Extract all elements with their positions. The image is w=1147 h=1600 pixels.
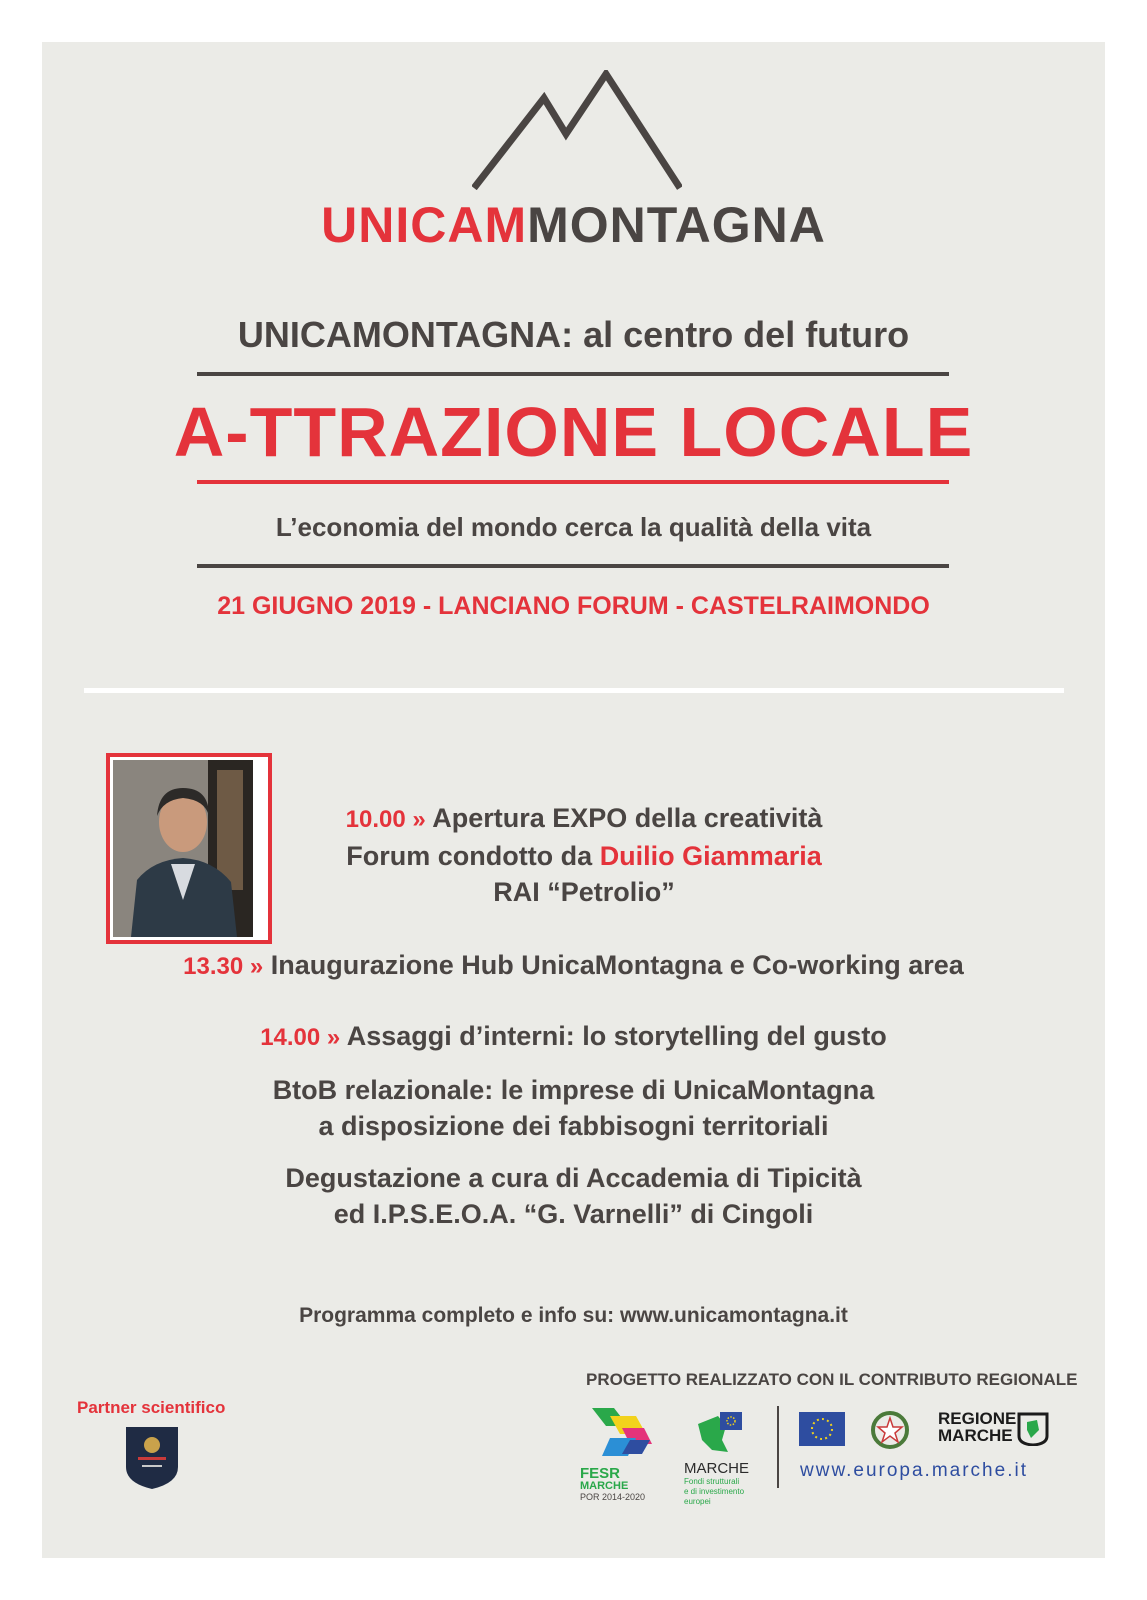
program-item-3 bbox=[42, 1018, 1105, 1056]
program-time-3: 14.00 » bbox=[260, 1024, 341, 1051]
btob-line-1: BtoB relazionale: le imprese di UnicaMontagna bbox=[272, 1075, 875, 1105]
italy-emblem-icon bbox=[870, 1410, 910, 1450]
regione-line-1: REGIONE bbox=[938, 1409, 1017, 1428]
unicam-shield-icon bbox=[124, 1425, 180, 1491]
subtitle: UNICAMONTAGNA: al centro del futuro bbox=[237, 314, 910, 355]
marche-sub-2: e di investimento europei bbox=[684, 1487, 745, 1506]
regione-marche-label bbox=[938, 1410, 1016, 1444]
divider-top bbox=[197, 372, 949, 376]
program-text-3: Assaggi d’interni: lo storytelling del gusto bbox=[340, 1021, 887, 1051]
degustazione-line-1: Degustazione a cura di Accademia di Tipicità bbox=[285, 1163, 862, 1193]
page-title: A-TTRAZIONE LOCALE bbox=[173, 393, 974, 471]
program-item-2 bbox=[42, 947, 1105, 985]
fesr-sub: MARCHE bbox=[580, 1480, 629, 1492]
program-moderator-show: RAI “Petrolio” bbox=[493, 877, 675, 907]
program-moderator-prefix: Forum condotto da bbox=[346, 841, 600, 871]
logo-part-gray-m: M bbox=[527, 197, 570, 253]
fesr-por: POR 2014-2020 bbox=[580, 1492, 646, 1502]
eu-flag-icon bbox=[799, 1412, 845, 1446]
program-degustazione bbox=[42, 1160, 1105, 1232]
marche-label: MARCHE bbox=[684, 1460, 750, 1477]
program-item-1 bbox=[42, 800, 1106, 910]
program-time-1: 10.00 » bbox=[345, 806, 426, 833]
btob-line-2: a disposizione dei fabbisogni territoriali bbox=[318, 1111, 829, 1141]
program-moderator-name: Duilio Giammaria bbox=[599, 841, 822, 871]
poster bbox=[42, 42, 1105, 1558]
contributo-label: PROGETTO REALIZZATO CON IL CONTRIBUTO REGIONALE bbox=[586, 1370, 1078, 1389]
logo-part-gray: ONTAGNA bbox=[569, 197, 826, 253]
marche-sub-1: Fondi strutturali bbox=[684, 1477, 740, 1486]
mountain-logo-icon bbox=[472, 70, 682, 190]
program-text-2: Inaugurazione Hub UnicaMontagna e Co-working area bbox=[263, 950, 964, 980]
europa-url: www.europa.marche.it bbox=[800, 1460, 1028, 1481]
fesr-logo bbox=[580, 1406, 660, 1502]
divider-tagline bbox=[197, 564, 949, 568]
footer-separator bbox=[777, 1406, 779, 1488]
partner-label: Partner scientifico bbox=[77, 1398, 226, 1417]
program-btob bbox=[42, 1072, 1105, 1144]
regione-line-2: MARCHE bbox=[938, 1426, 1013, 1445]
logo-wordmark bbox=[42, 196, 1105, 254]
section-divider bbox=[84, 688, 1064, 693]
fesr-shapes-icon bbox=[580, 1406, 660, 1462]
marche-fondi-logo bbox=[684, 1410, 758, 1506]
tagline: L’economia del mondo cerca la qualità della vita bbox=[275, 512, 872, 542]
event-dateline: 21 GIUGNO 2019 - LANCIANO FORUM - CASTELRAIMONDO bbox=[217, 592, 930, 620]
marche-map-icon bbox=[684, 1410, 758, 1456]
program-text-1: Apertura EXPO della creatività bbox=[425, 803, 823, 833]
regione-marche-icon bbox=[1017, 1412, 1049, 1446]
logo-part-red: UNICAM bbox=[321, 197, 528, 253]
fesr-label: FESR bbox=[580, 1465, 621, 1482]
divider-title bbox=[197, 480, 949, 484]
footer-info: Programma completo e info su: www.unicamontagna.it bbox=[299, 1304, 848, 1327]
degustazione-line-2: ed I.P.S.E.O.A. “G. Varnelli” di Cingoli bbox=[333, 1199, 814, 1229]
program-time-2: 13.30 » bbox=[183, 953, 264, 980]
